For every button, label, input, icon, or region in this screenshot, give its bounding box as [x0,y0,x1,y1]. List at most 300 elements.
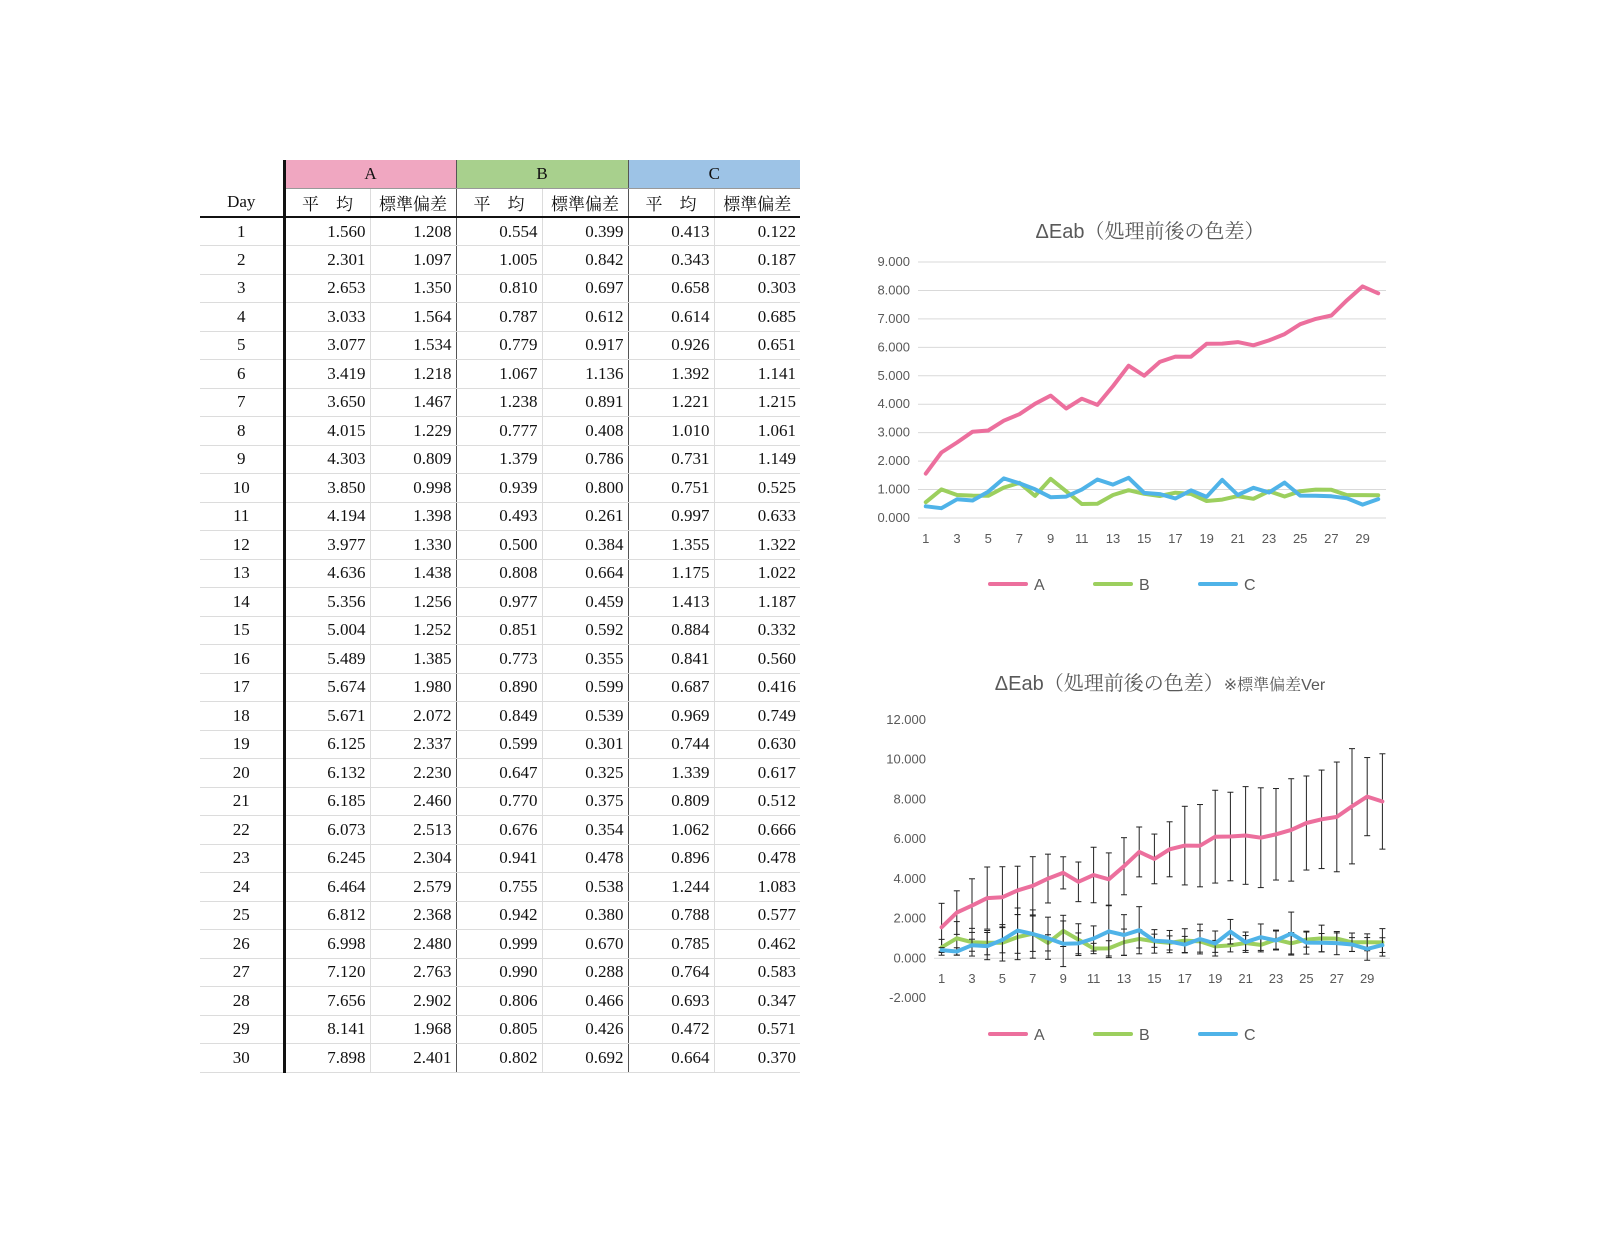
value-cell: 3.419 [284,360,370,389]
value-cell: 0.384 [542,531,628,560]
day-cell: 15 [200,616,284,645]
value-cell: 6.185 [284,787,370,816]
value-cell: 1.244 [628,873,714,902]
x-tick-label: 29 [1359,971,1375,986]
value-cell: 0.462 [714,930,800,959]
value-cell: 0.571 [714,1015,800,1044]
group-header-b: B [456,160,628,189]
value-cell: 1.355 [628,531,714,560]
value-cell: 0.890 [456,673,542,702]
table-row [200,445,800,474]
day-cell: 22 [200,816,284,845]
table-row [200,217,800,246]
value-cell: 2.401 [370,1044,456,1073]
table-row [200,559,800,588]
table-sub-header-row [200,189,800,218]
value-cell: 0.466 [542,987,628,1016]
table-row [200,303,800,332]
x-tick-label: 11 [1086,971,1101,986]
value-cell: 0.122 [714,217,800,246]
value-cell: 2.579 [370,873,456,902]
value-cell: 1.467 [370,388,456,417]
value-cell: 2.072 [370,702,456,731]
value-cell: 0.325 [542,759,628,788]
value-cell: 1.238 [456,388,542,417]
value-cell: 0.749 [714,702,800,731]
x-tick-label: 3 [968,971,976,986]
series-line [942,930,1383,951]
x-tick-label: 11 [1075,531,1089,546]
value-cell: 0.990 [456,958,542,987]
value-cell: 1.379 [456,445,542,474]
day-cell: 24 [200,873,284,902]
value-cell: 1.398 [370,502,456,531]
value-cell: 0.755 [456,873,542,902]
x-tick-label: 15 [1136,531,1152,546]
day-cell: 13 [200,559,284,588]
value-cell: 0.731 [628,445,714,474]
x-tick-label: 21 [1238,971,1253,986]
value-cell: 6.464 [284,873,370,902]
value-cell: 1.980 [370,673,456,702]
x-tick-label: 7 [1029,971,1037,986]
x-tick-label: 13 [1105,531,1121,546]
value-cell: 4.636 [284,559,370,588]
value-cell: 0.810 [456,274,542,303]
series-B [939,915,1386,961]
value-cell: 0.612 [542,303,628,332]
value-cell: 0.408 [542,417,628,446]
value-cell: 0.343 [628,246,714,275]
value-cell: 0.785 [628,930,714,959]
table-row [200,1044,800,1073]
x-tick-label: 3 [953,531,961,546]
table-row [200,787,800,816]
x-tick-label: 27 [1324,531,1339,546]
value-cell: 2.304 [370,844,456,873]
day-cell: 26 [200,930,284,959]
data-table [200,160,800,1073]
value-cell: 0.538 [542,873,628,902]
y-tick-label: 2.000 [893,910,926,926]
value-cell: 1.022 [714,559,800,588]
table-body [200,217,800,1072]
value-cell: 0.697 [542,274,628,303]
x-tick-label: 5 [984,531,992,546]
table-row [200,873,800,902]
value-cell: 0.809 [370,445,456,474]
value-cell: 0.347 [714,987,800,1016]
table-row [200,274,800,303]
day-cell: 7 [200,388,284,417]
value-cell: 1.438 [370,559,456,588]
value-cell: 6.073 [284,816,370,845]
value-cell: 8.141 [284,1015,370,1044]
x-tick-label: 15 [1147,971,1162,986]
value-cell: 0.806 [456,987,542,1016]
day-cell: 11 [200,502,284,531]
day-cell: 9 [200,445,284,474]
value-cell: 1.339 [628,759,714,788]
value-cell: 0.592 [542,616,628,645]
value-cell: 0.525 [714,474,800,503]
y-tick-label: 3.000 [877,424,910,440]
day-cell: 17 [200,673,284,702]
value-cell: 7.898 [284,1044,370,1073]
mean-header-a: 平 均 [284,189,370,218]
value-cell: 0.647 [456,759,542,788]
value-cell: 1.215 [714,388,800,417]
value-cell: 0.851 [456,616,542,645]
day-cell: 21 [200,787,284,816]
value-cell: 2.337 [370,730,456,759]
value-cell: 6.132 [284,759,370,788]
table-row [200,930,800,959]
series-A [926,286,1378,473]
table-row [200,388,800,417]
value-cell: 2.902 [370,987,456,1016]
value-cell: 0.802 [456,1044,542,1073]
day-cell: 2 [200,246,284,275]
legend-label: A [1034,577,1045,594]
value-cell: 0.977 [456,588,542,617]
table-row [200,987,800,1016]
group-header-c: C [628,160,800,189]
value-cell: 0.633 [714,502,800,531]
y-tick-label: 9.000 [877,254,910,269]
y-tick-label: 6.000 [877,339,910,355]
legend-label: C [1244,577,1256,594]
day-cell: 29 [200,1015,284,1044]
value-cell: 1.534 [370,331,456,360]
table-row [200,417,800,446]
value-cell: 3.850 [284,474,370,503]
series-line [942,797,1383,928]
value-cell: 0.426 [542,1015,628,1044]
value-cell: 2.301 [284,246,370,275]
value-cell: 1.385 [370,645,456,674]
value-cell: 0.941 [456,844,542,873]
value-cell: 1.413 [628,588,714,617]
value-cell: 0.891 [542,388,628,417]
table-row [200,645,800,674]
value-cell: 4.194 [284,502,370,531]
chart-title [1036,220,1265,243]
day-cell: 20 [200,759,284,788]
day-cell: 23 [200,844,284,873]
day-cell: 28 [200,987,284,1016]
value-cell: 0.999 [456,930,542,959]
value-cell: 1.097 [370,246,456,275]
y-tick-label: 0.000 [893,950,926,966]
legend-label: B [1139,577,1150,594]
day-cell: 3 [200,274,284,303]
value-cell: 0.599 [456,730,542,759]
x-tick-label: 21 [1230,531,1246,546]
table-row [200,759,800,788]
value-cell: 2.460 [370,787,456,816]
value-cell: 0.539 [542,702,628,731]
value-cell: 0.884 [628,616,714,645]
table-row [200,588,800,617]
value-cell: 1.350 [370,274,456,303]
value-cell: 0.416 [714,673,800,702]
x-tick-label: 1 [937,971,946,986]
value-cell: 5.489 [284,645,370,674]
value-cell: 0.693 [628,987,714,1016]
table-row [200,730,800,759]
table-row [200,958,800,987]
day-cell: 19 [200,730,284,759]
chart-title-main: ΔEab（処理前後の色差） [994,673,1224,695]
y-tick-label: -2.000 [889,990,926,1005]
x-tick-label: 29 [1355,531,1370,546]
value-cell: 0.670 [542,930,628,959]
value-cell: 1.149 [714,445,800,474]
y-tick-label: 6.000 [893,831,926,847]
table-row [200,331,800,360]
value-cell: 0.788 [628,901,714,930]
value-cell: 0.777 [456,417,542,446]
value-cell: 0.926 [628,331,714,360]
value-cell: 0.770 [456,787,542,816]
day-cell: 18 [200,702,284,731]
value-cell: 1.175 [628,559,714,588]
value-cell: 6.998 [284,930,370,959]
value-cell: 1.187 [714,588,800,617]
y-tick-label: 10.000 [886,751,926,767]
value-cell: 0.459 [542,588,628,617]
value-cell: 0.187 [714,246,800,275]
value-cell: 0.997 [628,502,714,531]
value-cell: 2.368 [370,901,456,930]
x-tick-label: 7 [1015,531,1024,546]
value-cell: 2.480 [370,930,456,959]
value-cell: 1.062 [628,816,714,845]
chart-title-main: ΔEab（処理前後の色差） [1035,221,1265,243]
value-cell: 0.786 [542,445,628,474]
value-cell: 0.744 [628,730,714,759]
value-cell: 0.841 [628,645,714,674]
x-tick-label: 23 [1268,971,1284,986]
y-tick-label: 7.000 [877,310,910,326]
table-row [200,360,800,389]
value-cell: 2.230 [370,759,456,788]
value-cell: 3.650 [284,388,370,417]
x-tick-label: 9 [1059,971,1067,986]
mean-header-c: 平 均 [628,189,714,218]
value-cell: 5.671 [284,702,370,731]
value-cell: 1.010 [628,417,714,446]
value-cell: 5.674 [284,673,370,702]
day-cell: 30 [200,1044,284,1073]
value-cell: 0.942 [456,901,542,930]
day-cell: 10 [200,474,284,503]
value-cell: 0.617 [714,759,800,788]
day-cell: 12 [200,531,284,560]
value-cell: 1.141 [714,360,800,389]
value-cell: 1.256 [370,588,456,617]
day-cell: 6 [200,360,284,389]
value-cell: 0.355 [542,645,628,674]
x-tick-label: 19 [1207,971,1223,986]
series-C [939,905,1386,966]
chart-title-note: ※標準偏差Ver [1223,677,1326,694]
table-row [200,1015,800,1044]
value-cell: 0.939 [456,474,542,503]
series-line [926,479,1378,504]
value-cell: 7.120 [284,958,370,987]
y-tick-label: 12.000 [886,712,926,727]
value-cell: 0.751 [628,474,714,503]
legend-label: B [1139,1027,1150,1044]
value-cell: 0.685 [714,303,800,332]
day-cell: 14 [200,588,284,617]
y-tick-label: 8.000 [893,791,926,807]
value-cell: 0.512 [714,787,800,816]
value-cell: 1.560 [284,217,370,246]
value-cell: 1.968 [370,1015,456,1044]
table-row [200,816,800,845]
value-cell: 0.380 [542,901,628,930]
value-cell: 0.800 [542,474,628,503]
legend-label: A [1034,1027,1045,1044]
x-tick-label: 5 [998,971,1007,986]
value-cell: 7.656 [284,987,370,1016]
table-row [200,502,800,531]
day-column-header: Day [200,189,284,218]
value-cell: 1.392 [628,360,714,389]
y-tick-label: 8.000 [877,282,910,298]
table-row [200,844,800,873]
value-cell: 1.067 [456,360,542,389]
value-cell: 1.322 [714,531,800,560]
x-tick-label: 17 [1168,531,1183,546]
value-cell: 0.583 [714,958,800,987]
value-cell: 0.664 [628,1044,714,1073]
value-cell: 1.229 [370,417,456,446]
value-cell: 1.221 [628,388,714,417]
value-cell: 1.005 [456,246,542,275]
series-B [926,479,1378,504]
value-cell: 0.472 [628,1015,714,1044]
value-cell: 0.692 [542,1044,628,1073]
y-tick-label: 0.000 [877,510,910,525]
value-cell: 1.330 [370,531,456,560]
value-cell: 0.842 [542,246,628,275]
value-cell: 1.252 [370,616,456,645]
y-tick-label: 1.000 [877,481,910,497]
x-tick-label: 25 [1299,971,1314,986]
value-cell: 1.136 [542,360,628,389]
series-A [939,749,1386,952]
value-cell: 0.998 [370,474,456,503]
group-header-a: A [284,160,456,189]
value-cell: 0.478 [714,844,800,873]
value-cell: 1.218 [370,360,456,389]
value-cell: 0.917 [542,331,628,360]
value-cell: 0.764 [628,958,714,987]
value-cell: 1.083 [714,873,800,902]
mean-header-b: 平 均 [456,189,542,218]
value-cell: 1.208 [370,217,456,246]
table-row [200,616,800,645]
y-tick-label: 4.000 [893,870,926,886]
value-cell: 0.896 [628,844,714,873]
value-cell: 3.033 [284,303,370,332]
value-cell: 0.787 [456,303,542,332]
legend-label: C [1244,1027,1256,1044]
table-row [200,246,800,275]
value-cell: 0.630 [714,730,800,759]
value-cell: 0.808 [456,559,542,588]
value-cell: 2.763 [370,958,456,987]
day-cell: 5 [200,331,284,360]
value-cell: 0.805 [456,1015,542,1044]
value-cell: 0.478 [542,844,628,873]
value-cell: 0.261 [542,502,628,531]
value-cell: 6.245 [284,844,370,873]
value-cell: 1.564 [370,303,456,332]
value-cell: 0.658 [628,274,714,303]
value-cell: 6.812 [284,901,370,930]
x-tick-label: 17 [1177,971,1193,986]
table-group-header-row [200,160,800,189]
value-cell: 0.614 [628,303,714,332]
x-tick-label: 19 [1199,531,1214,546]
value-cell: 3.977 [284,531,370,560]
sd-header-b: 標準偏差 [542,189,628,218]
table-row [200,673,800,702]
value-cell: 0.651 [714,331,800,360]
series-C [926,478,1378,508]
value-cell: 0.303 [714,274,800,303]
value-cell: 0.370 [714,1044,800,1073]
value-cell: 0.288 [542,958,628,987]
value-cell: 0.664 [542,559,628,588]
value-cell: 0.500 [456,531,542,560]
value-cell: 5.356 [284,588,370,617]
value-cell: 4.015 [284,417,370,446]
value-cell: 5.004 [284,616,370,645]
value-cell: 0.676 [456,816,542,845]
value-cell: 2.513 [370,816,456,845]
value-cell: 0.332 [714,616,800,645]
day-cell: 27 [200,958,284,987]
value-cell: 0.969 [628,702,714,731]
value-cell: 4.303 [284,445,370,474]
value-cell: 0.375 [542,787,628,816]
value-cell: 0.599 [542,673,628,702]
chart-title [995,672,1326,695]
value-cell: 0.493 [456,502,542,531]
value-cell: 0.773 [456,645,542,674]
x-tick-label: 9 [1046,531,1055,546]
table-row [200,901,800,930]
table-row [200,702,800,731]
value-cell: 0.399 [542,217,628,246]
value-cell: 0.809 [628,787,714,816]
day-cell: 25 [200,901,284,930]
y-tick-label: 2.000 [877,453,910,469]
value-cell: 3.077 [284,331,370,360]
table-row [200,531,800,560]
day-cell: 16 [200,645,284,674]
table-row [200,474,800,503]
table-corner [200,160,284,189]
day-cell: 1 [200,217,284,246]
y-tick-label: 4.000 [877,396,910,412]
